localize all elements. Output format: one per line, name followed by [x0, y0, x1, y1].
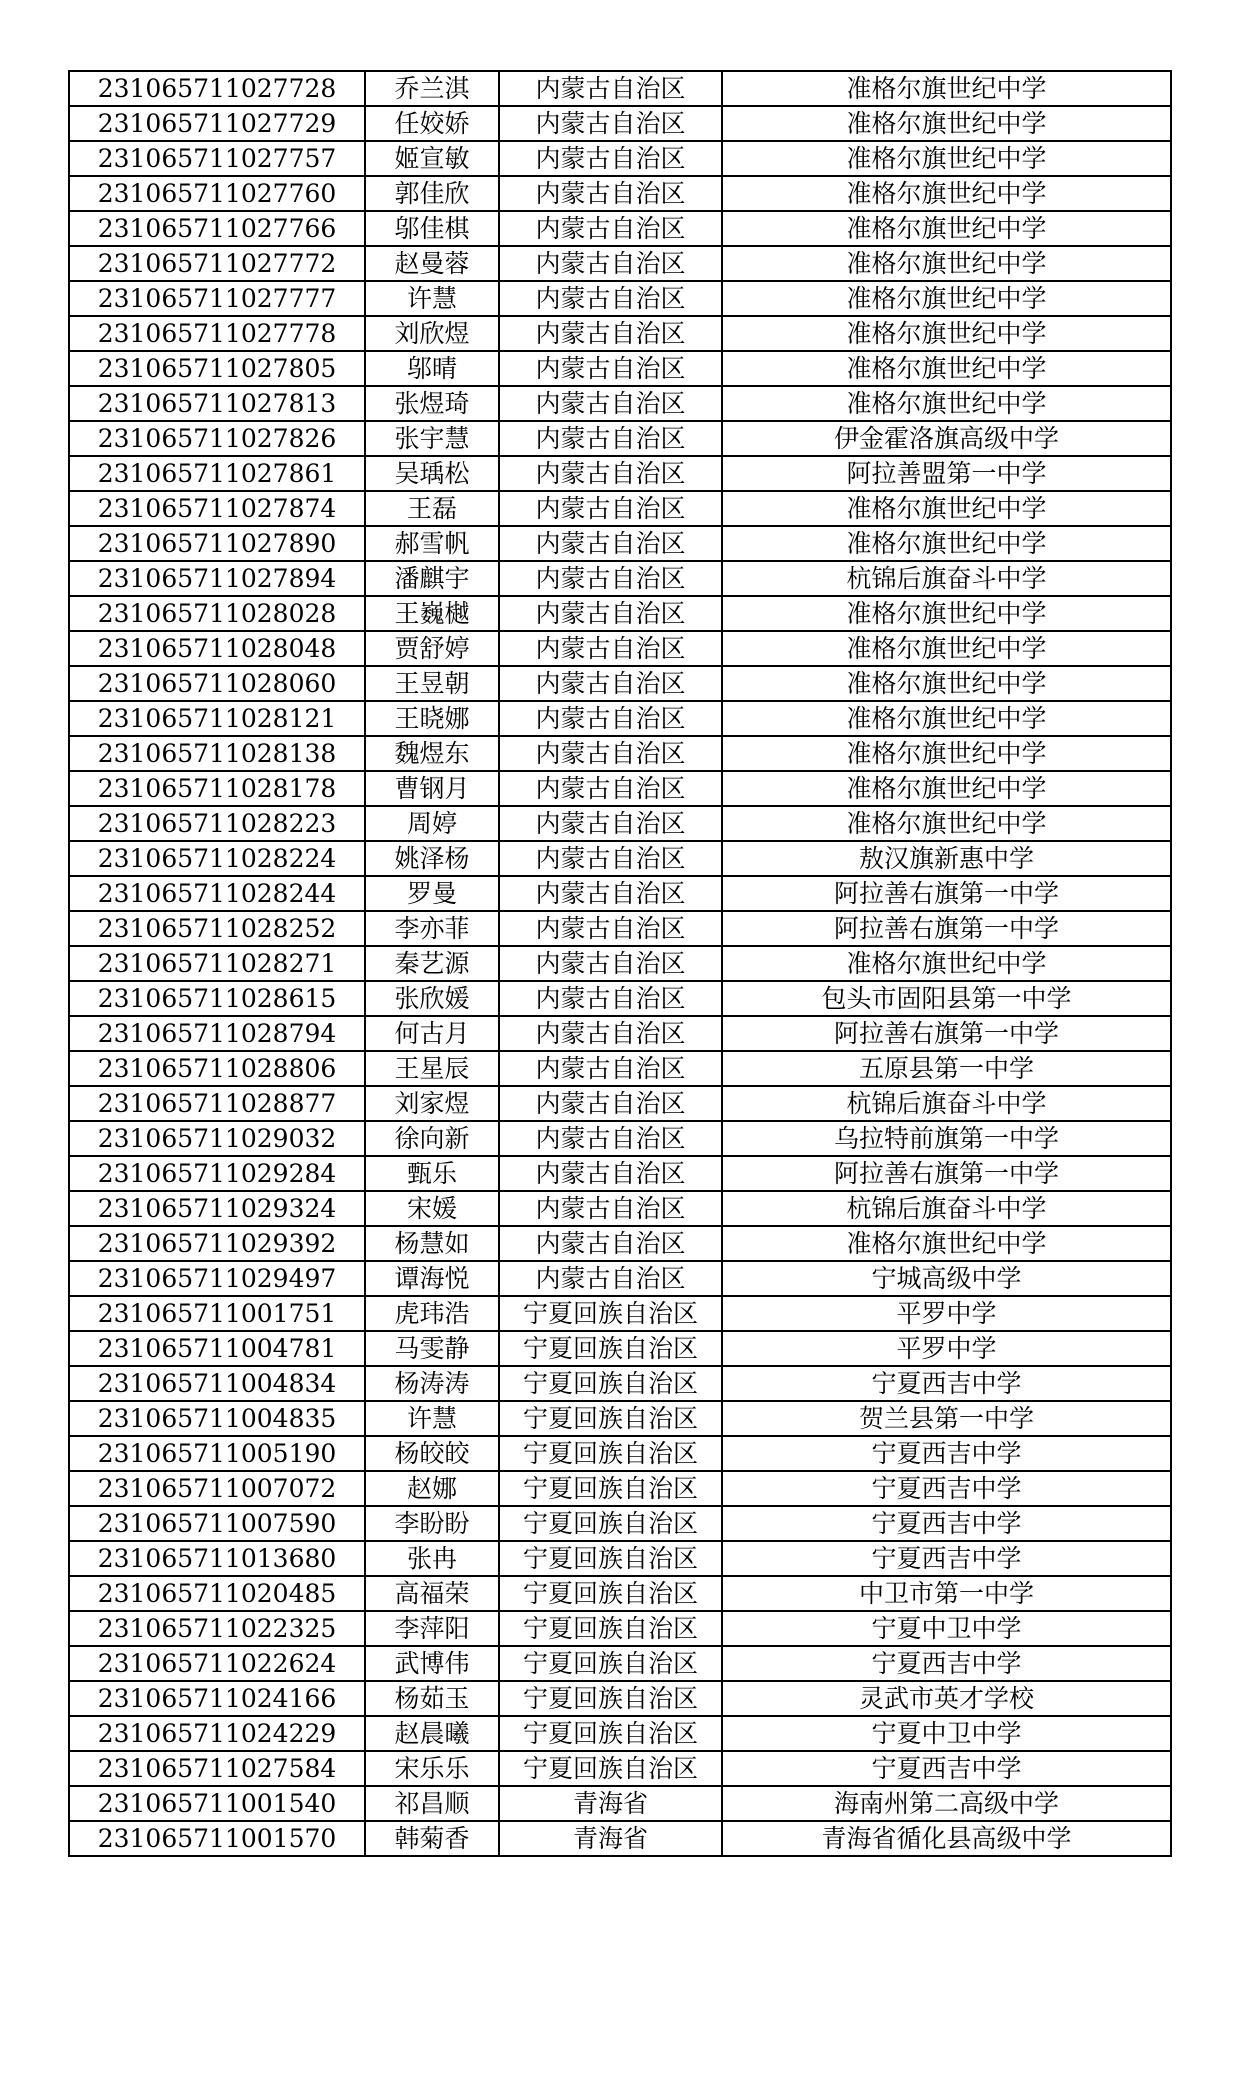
table-row [69, 456, 1171, 491]
school-cell: 宁夏西吉中学 [722, 1506, 1171, 1541]
school-cell: 阿拉善右旗第一中学 [722, 1016, 1171, 1051]
student-name-cell: 王巍樾 [365, 596, 499, 631]
region-cell: 内蒙古自治区 [499, 491, 722, 526]
candidate-id-cell: 231065711028028 [69, 596, 365, 631]
student-name-cell: 虎玮浩 [365, 1296, 499, 1331]
region-cell: 内蒙古自治区 [499, 1156, 722, 1191]
school-cell: 阿拉善右旗第一中学 [722, 876, 1171, 911]
student-name-cell: 杨慧如 [365, 1226, 499, 1261]
candidate-id-cell: 231065711007072 [69, 1471, 365, 1506]
table-row [69, 491, 1171, 526]
region-cell: 内蒙古自治区 [499, 631, 722, 666]
region-cell: 内蒙古自治区 [499, 351, 722, 386]
candidate-id-cell: 231065711024229 [69, 1716, 365, 1751]
student-name-cell: 郝雪帆 [365, 526, 499, 561]
candidate-id-cell: 231065711028224 [69, 841, 365, 876]
candidate-id-cell: 231065711028877 [69, 1086, 365, 1121]
region-cell: 内蒙古自治区 [499, 1261, 722, 1296]
candidate-id-cell: 231065711028060 [69, 666, 365, 701]
region-cell: 内蒙古自治区 [499, 176, 722, 211]
table-row [69, 806, 1171, 841]
table-row [69, 701, 1171, 736]
region-cell: 内蒙古自治区 [499, 911, 722, 946]
table-row [69, 1296, 1171, 1331]
region-cell: 宁夏回族自治区 [499, 1331, 722, 1366]
region-cell: 宁夏回族自治区 [499, 1436, 722, 1471]
candidate-id-cell: 231065711022325 [69, 1611, 365, 1646]
table-row [69, 246, 1171, 281]
student-name-cell: 甄乐 [365, 1156, 499, 1191]
candidate-id-cell: 231065711029392 [69, 1226, 365, 1261]
candidate-id-cell: 231065711028048 [69, 631, 365, 666]
table-row [69, 1436, 1171, 1471]
region-cell: 内蒙古自治区 [499, 316, 722, 351]
school-cell: 平罗中学 [722, 1331, 1171, 1366]
student-name-cell: 魏煜东 [365, 736, 499, 771]
student-name-cell: 姚泽杨 [365, 841, 499, 876]
region-cell: 内蒙古自治区 [499, 946, 722, 981]
student-name-cell: 邬晴 [365, 351, 499, 386]
student-name-cell: 任姣娇 [365, 106, 499, 141]
student-name-cell: 曹钢月 [365, 771, 499, 806]
candidate-id-cell: 231065711001751 [69, 1296, 365, 1331]
region-cell: 内蒙古自治区 [499, 1051, 722, 1086]
student-name-cell: 李萍阳 [365, 1611, 499, 1646]
student-name-cell: 王昱朝 [365, 666, 499, 701]
table-row [69, 1471, 1171, 1506]
student-name-cell: 宋乐乐 [365, 1751, 499, 1786]
candidate-id-cell: 231065711029284 [69, 1156, 365, 1191]
region-cell: 内蒙古自治区 [499, 771, 722, 806]
region-cell: 内蒙古自治区 [499, 1121, 722, 1156]
school-cell: 青海省循化县高级中学 [722, 1821, 1171, 1856]
candidate-id-cell: 231065711027813 [69, 386, 365, 421]
table-row [69, 1576, 1171, 1611]
school-cell: 宁夏西吉中学 [722, 1646, 1171, 1681]
school-cell: 宁夏中卫中学 [722, 1611, 1171, 1646]
table-row [69, 526, 1171, 561]
candidate-id-cell: 231065711027728 [69, 71, 365, 106]
region-cell: 宁夏回族自治区 [499, 1611, 722, 1646]
region-cell: 宁夏回族自治区 [499, 1366, 722, 1401]
school-cell: 阿拉善右旗第一中学 [722, 1156, 1171, 1191]
student-name-cell: 祁昌顺 [365, 1786, 499, 1821]
student-name-cell: 徐向新 [365, 1121, 499, 1156]
table-row [69, 561, 1171, 596]
school-cell: 准格尔旗世纪中学 [722, 316, 1171, 351]
region-cell: 内蒙古自治区 [499, 561, 722, 596]
school-cell: 准格尔旗世纪中学 [722, 806, 1171, 841]
region-cell: 内蒙古自治区 [499, 1191, 722, 1226]
school-cell: 宁夏西吉中学 [722, 1751, 1171, 1786]
school-cell: 阿拉善右旗第一中学 [722, 911, 1171, 946]
region-cell: 内蒙古自治区 [499, 421, 722, 456]
table-row [69, 771, 1171, 806]
table-row [69, 736, 1171, 771]
region-cell: 内蒙古自治区 [499, 806, 722, 841]
candidate-id-cell: 231065711001570 [69, 1821, 365, 1856]
student-name-cell: 赵曼蓉 [365, 246, 499, 281]
school-cell: 准格尔旗世纪中学 [722, 946, 1171, 981]
school-cell: 伊金霍洛旗高级中学 [722, 421, 1171, 456]
table-row [69, 1191, 1171, 1226]
student-name-cell: 张煜琦 [365, 386, 499, 421]
table-row [69, 1751, 1171, 1786]
region-cell: 内蒙古自治区 [499, 526, 722, 561]
region-cell: 内蒙古自治区 [499, 211, 722, 246]
region-cell: 宁夏回族自治区 [499, 1296, 722, 1331]
region-cell: 青海省 [499, 1786, 722, 1821]
table-row [69, 141, 1171, 176]
candidate-id-cell: 231065711024166 [69, 1681, 365, 1716]
table-row [69, 211, 1171, 246]
candidate-id-cell: 231065711001540 [69, 1786, 365, 1821]
student-name-cell: 宋媛 [365, 1191, 499, 1226]
region-cell: 内蒙古自治区 [499, 106, 722, 141]
school-cell: 敖汉旗新惠中学 [722, 841, 1171, 876]
candidate-id-cell: 231065711028223 [69, 806, 365, 841]
candidate-id-cell: 231065711028121 [69, 701, 365, 736]
table-row [69, 1716, 1171, 1751]
candidate-id-cell: 231065711027874 [69, 491, 365, 526]
region-cell: 内蒙古自治区 [499, 71, 722, 106]
region-cell: 内蒙古自治区 [499, 701, 722, 736]
region-cell: 内蒙古自治区 [499, 1086, 722, 1121]
school-cell: 宁城高级中学 [722, 1261, 1171, 1296]
student-name-cell: 张宇慧 [365, 421, 499, 456]
region-cell: 内蒙古自治区 [499, 456, 722, 491]
student-name-cell: 许慧 [365, 281, 499, 316]
school-cell: 准格尔旗世纪中学 [722, 771, 1171, 806]
table-row [69, 1646, 1171, 1681]
student-name-cell: 罗曼 [365, 876, 499, 911]
school-cell: 准格尔旗世纪中学 [722, 666, 1171, 701]
student-name-cell: 贾舒婷 [365, 631, 499, 666]
school-cell: 准格尔旗世纪中学 [722, 246, 1171, 281]
table-row [69, 631, 1171, 666]
school-cell: 准格尔旗世纪中学 [722, 1226, 1171, 1261]
table-row [69, 1226, 1171, 1261]
table-row [69, 1401, 1171, 1436]
table-row [69, 1506, 1171, 1541]
candidate-id-cell: 231065711029032 [69, 1121, 365, 1156]
region-cell: 宁夏回族自治区 [499, 1576, 722, 1611]
student-name-cell: 李盼盼 [365, 1506, 499, 1541]
school-cell: 准格尔旗世纪中学 [722, 211, 1171, 246]
table-row [69, 1681, 1171, 1716]
school-cell: 准格尔旗世纪中学 [722, 701, 1171, 736]
region-cell: 宁夏回族自治区 [499, 1646, 722, 1681]
student-name-cell: 潘麒宇 [365, 561, 499, 596]
candidate-id-cell: 231065711028252 [69, 911, 365, 946]
table-row [69, 1086, 1171, 1121]
student-name-cell: 谭海悦 [365, 1261, 499, 1296]
candidate-id-cell: 231065711028794 [69, 1016, 365, 1051]
school-cell: 宁夏西吉中学 [722, 1471, 1171, 1506]
school-cell: 五原县第一中学 [722, 1051, 1171, 1086]
school-cell: 准格尔旗世纪中学 [722, 351, 1171, 386]
candidate-id-cell: 231065711028615 [69, 981, 365, 1016]
region-cell: 内蒙古自治区 [499, 736, 722, 771]
table-row [69, 596, 1171, 631]
table-row [69, 176, 1171, 211]
candidate-id-cell: 231065711028178 [69, 771, 365, 806]
table-row [69, 1821, 1171, 1856]
student-name-cell: 张冉 [365, 1541, 499, 1576]
school-cell: 准格尔旗世纪中学 [722, 631, 1171, 666]
candidate-id-cell: 231065711022624 [69, 1646, 365, 1681]
school-cell: 宁夏西吉中学 [722, 1436, 1171, 1471]
table-row [69, 351, 1171, 386]
region-cell: 宁夏回族自治区 [499, 1751, 722, 1786]
school-cell: 平罗中学 [722, 1296, 1171, 1331]
region-cell: 内蒙古自治区 [499, 666, 722, 701]
candidate-id-cell: 231065711004781 [69, 1331, 365, 1366]
table-row [69, 911, 1171, 946]
region-cell: 内蒙古自治区 [499, 1016, 722, 1051]
school-cell: 杭锦后旗奋斗中学 [722, 561, 1171, 596]
roster-body [69, 71, 1171, 1856]
region-cell: 内蒙古自治区 [499, 841, 722, 876]
candidate-id-cell: 231065711029324 [69, 1191, 365, 1226]
table-row [69, 421, 1171, 456]
region-cell: 宁夏回族自治区 [499, 1541, 722, 1576]
student-name-cell: 杨皎皎 [365, 1436, 499, 1471]
student-name-cell: 王晓娜 [365, 701, 499, 736]
table-row [69, 1786, 1171, 1821]
candidate-id-cell: 231065711027584 [69, 1751, 365, 1786]
school-cell: 准格尔旗世纪中学 [722, 106, 1171, 141]
candidate-id-cell: 231065711027777 [69, 281, 365, 316]
region-cell: 宁夏回族自治区 [499, 1506, 722, 1541]
school-cell: 宁夏中卫中学 [722, 1716, 1171, 1751]
table-row [69, 981, 1171, 1016]
region-cell: 内蒙古自治区 [499, 246, 722, 281]
region-cell: 宁夏回族自治区 [499, 1681, 722, 1716]
table-row [69, 876, 1171, 911]
student-name-cell: 邬佳棋 [365, 211, 499, 246]
table-row [69, 1016, 1171, 1051]
student-name-cell: 赵娜 [365, 1471, 499, 1506]
candidate-id-cell: 231065711005190 [69, 1436, 365, 1471]
school-cell: 包头市固阳县第一中学 [722, 981, 1171, 1016]
school-cell: 杭锦后旗奋斗中学 [722, 1191, 1171, 1226]
table-row [69, 1121, 1171, 1156]
region-cell: 宁夏回族自治区 [499, 1716, 722, 1751]
candidate-id-cell: 231065711027772 [69, 246, 365, 281]
candidate-id-cell: 231065711027861 [69, 456, 365, 491]
roster-table [68, 70, 1172, 1857]
table-row [69, 316, 1171, 351]
school-cell: 灵武市英才学校 [722, 1681, 1171, 1716]
table-row [69, 1366, 1171, 1401]
student-name-cell: 张欣媛 [365, 981, 499, 1016]
candidate-id-cell: 231065711004834 [69, 1366, 365, 1401]
table-row [69, 386, 1171, 421]
school-cell: 准格尔旗世纪中学 [722, 526, 1171, 561]
school-cell: 准格尔旗世纪中学 [722, 596, 1171, 631]
region-cell: 内蒙古自治区 [499, 141, 722, 176]
table-row [69, 1156, 1171, 1191]
school-cell: 中卫市第一中学 [722, 1576, 1171, 1611]
candidate-id-cell: 231065711028806 [69, 1051, 365, 1086]
table-row [69, 841, 1171, 876]
region-cell: 宁夏回族自治区 [499, 1401, 722, 1436]
school-cell: 宁夏西吉中学 [722, 1541, 1171, 1576]
candidate-id-cell: 231065711028138 [69, 736, 365, 771]
student-name-cell: 王星辰 [365, 1051, 499, 1086]
school-cell: 准格尔旗世纪中学 [722, 386, 1171, 421]
student-name-cell: 刘欣煜 [365, 316, 499, 351]
candidate-id-cell: 231065711027760 [69, 176, 365, 211]
table-row [69, 666, 1171, 701]
candidate-id-cell: 231065711027729 [69, 106, 365, 141]
school-cell: 准格尔旗世纪中学 [722, 281, 1171, 316]
table-row [69, 1051, 1171, 1086]
region-cell: 内蒙古自治区 [499, 981, 722, 1016]
region-cell: 内蒙古自治区 [499, 386, 722, 421]
school-cell: 杭锦后旗奋斗中学 [722, 1086, 1171, 1121]
student-name-cell: 李亦菲 [365, 911, 499, 946]
student-name-cell: 杨茹玉 [365, 1681, 499, 1716]
candidate-id-cell: 231065711029497 [69, 1261, 365, 1296]
candidate-id-cell: 231065711027826 [69, 421, 365, 456]
candidate-id-cell: 231065711007590 [69, 1506, 365, 1541]
table-row [69, 1331, 1171, 1366]
school-cell: 海南州第二高级中学 [722, 1786, 1171, 1821]
school-cell: 准格尔旗世纪中学 [722, 736, 1171, 771]
table-row [69, 71, 1171, 106]
region-cell: 内蒙古自治区 [499, 876, 722, 911]
candidate-id-cell: 231065711027890 [69, 526, 365, 561]
candidate-id-cell: 231065711028244 [69, 876, 365, 911]
student-name-cell: 王磊 [365, 491, 499, 526]
student-name-cell: 赵晨曦 [365, 1716, 499, 1751]
region-cell: 内蒙古自治区 [499, 596, 722, 631]
student-name-cell: 乔兰淇 [365, 71, 499, 106]
candidate-id-cell: 231065711020485 [69, 1576, 365, 1611]
table-row [69, 106, 1171, 141]
student-name-cell: 许慧 [365, 1401, 499, 1436]
student-name-cell: 郭佳欣 [365, 176, 499, 211]
school-cell: 准格尔旗世纪中学 [722, 141, 1171, 176]
student-name-cell: 武博伟 [365, 1646, 499, 1681]
candidate-id-cell: 231065711013680 [69, 1541, 365, 1576]
candidate-id-cell: 231065711027766 [69, 211, 365, 246]
school-cell: 阿拉善盟第一中学 [722, 456, 1171, 491]
school-cell: 贺兰县第一中学 [722, 1401, 1171, 1436]
student-name-cell: 秦艺源 [365, 946, 499, 981]
candidate-id-cell: 231065711027894 [69, 561, 365, 596]
candidate-id-cell: 231065711027757 [69, 141, 365, 176]
region-cell: 青海省 [499, 1821, 722, 1856]
candidate-id-cell: 231065711027778 [69, 316, 365, 351]
table-row [69, 946, 1171, 981]
school-cell: 准格尔旗世纪中学 [722, 491, 1171, 526]
student-name-cell: 杨涛涛 [365, 1366, 499, 1401]
school-cell: 宁夏西吉中学 [722, 1366, 1171, 1401]
student-name-cell: 吴瑀松 [365, 456, 499, 491]
student-name-cell: 周婷 [365, 806, 499, 841]
candidate-id-cell: 231065711004835 [69, 1401, 365, 1436]
student-name-cell: 高福荣 [365, 1576, 499, 1611]
student-name-cell: 韩菊香 [365, 1821, 499, 1856]
school-cell: 准格尔旗世纪中学 [722, 176, 1171, 211]
region-cell: 内蒙古自治区 [499, 281, 722, 316]
region-cell: 内蒙古自治区 [499, 1226, 722, 1261]
table-row [69, 281, 1171, 316]
candidate-id-cell: 231065711028271 [69, 946, 365, 981]
student-name-cell: 姬宣敏 [365, 141, 499, 176]
student-name-cell: 刘家煜 [365, 1086, 499, 1121]
student-name-cell: 何古月 [365, 1016, 499, 1051]
candidate-id-cell: 231065711027805 [69, 351, 365, 386]
table-row [69, 1541, 1171, 1576]
table-row [69, 1611, 1171, 1646]
school-cell: 乌拉特前旗第一中学 [722, 1121, 1171, 1156]
region-cell: 宁夏回族自治区 [499, 1471, 722, 1506]
student-name-cell: 马雯静 [365, 1331, 499, 1366]
school-cell: 准格尔旗世纪中学 [722, 71, 1171, 106]
table-row [69, 1261, 1171, 1296]
